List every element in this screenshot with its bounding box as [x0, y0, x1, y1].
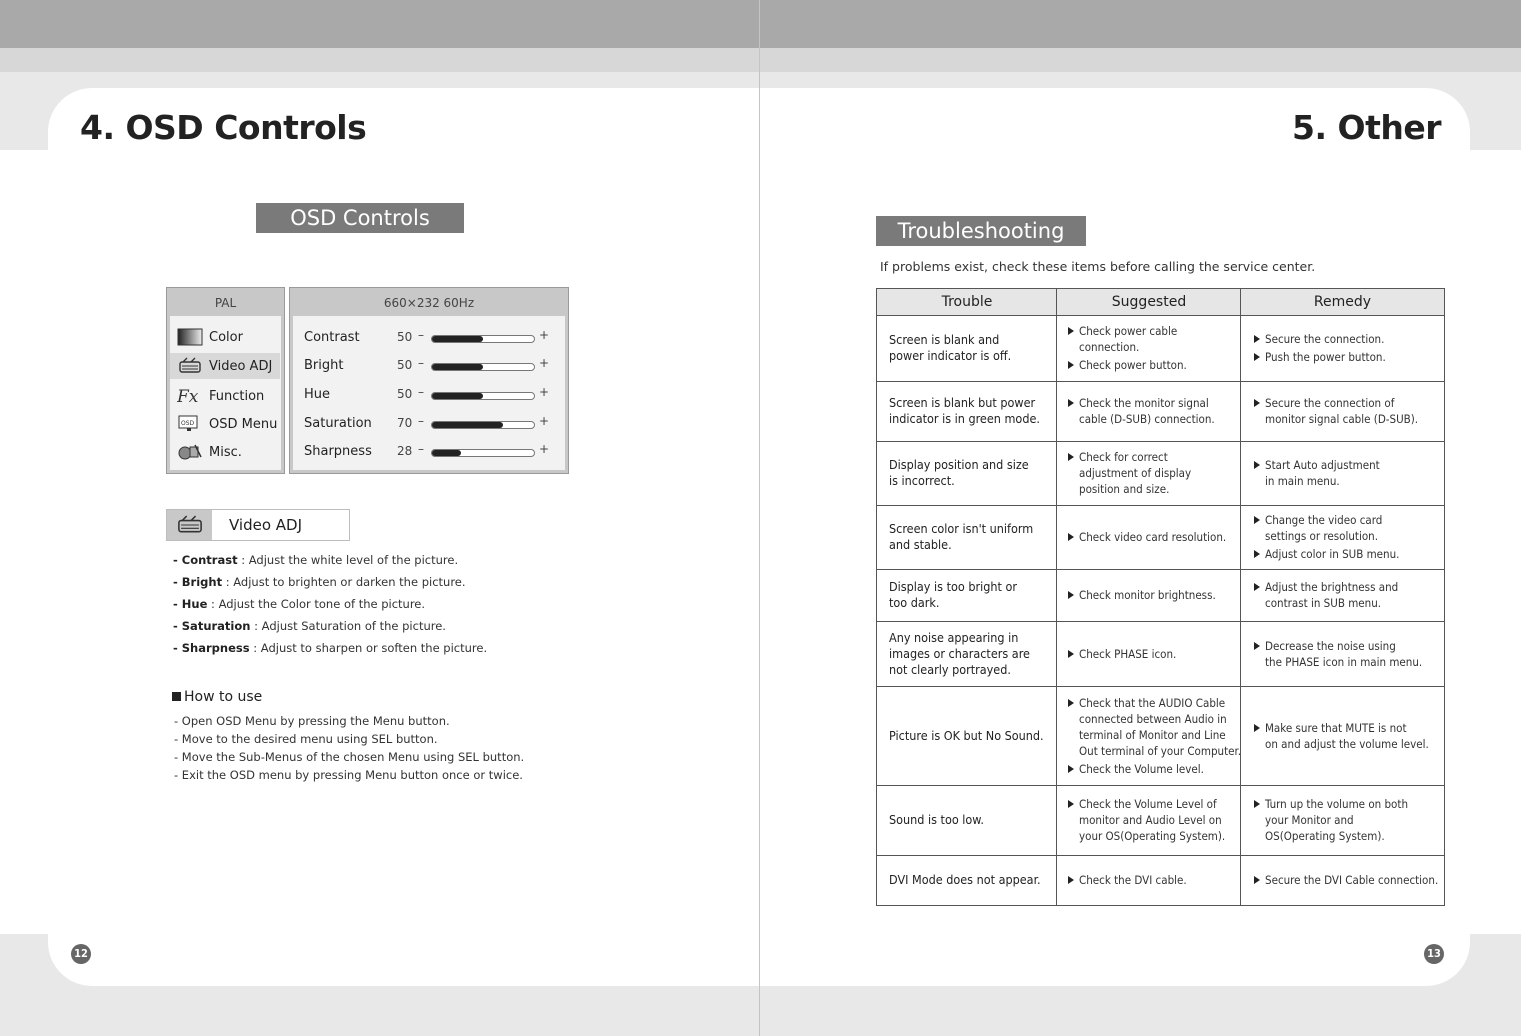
osd-setting-hue[interactable] — [304, 382, 554, 408]
misc-icon — [177, 443, 203, 461]
osd-menu-item-function[interactable] — [177, 383, 264, 409]
minus-sign: – — [418, 442, 424, 456]
setting-value: 50 — [397, 330, 413, 344]
page-number-left: 12 — [71, 944, 91, 964]
minus-sign: – — [418, 356, 424, 370]
desc-text: : Adjust Saturation of the picture. — [250, 619, 446, 633]
remedy-item: Push the power button. — [1254, 349, 1453, 365]
osd-menu-item-label: Misc. — [209, 444, 242, 460]
setting-slider[interactable] — [431, 363, 535, 371]
video-adj-icon — [175, 515, 205, 535]
suggested-item: Check video card resolution. — [1068, 529, 1254, 545]
setting-slider[interactable] — [431, 449, 535, 457]
osd-controls-banner: OSD Controls — [256, 203, 464, 233]
video-adj-title: Video ADJ — [229, 516, 303, 534]
page-number-right: 13 — [1424, 944, 1444, 964]
square-bullet-icon — [172, 692, 181, 701]
plus-sign: + — [539, 442, 550, 456]
setting-label: Bright — [304, 358, 344, 373]
setting-slider[interactable] — [431, 421, 535, 429]
remedy-item: Adjust the brightness and contrast in SUB menu. — [1254, 579, 1453, 611]
video-adj-header — [166, 509, 350, 541]
remedy-item: Start Auto adjustment in main menu. — [1254, 457, 1453, 489]
setting-label: Saturation — [304, 416, 372, 431]
video-adj-icon — [177, 357, 203, 375]
how-to-use-line: - Exit the OSD menu by pressing Menu button once or twice. — [174, 768, 523, 782]
slider-fill — [432, 364, 483, 370]
osd-menu-item-label: OSD Menu — [209, 416, 278, 432]
minus-sign: – — [418, 385, 424, 399]
color-icon — [177, 328, 203, 346]
osd-menu-item-color[interactable] — [177, 324, 243, 350]
osd-menu-item-label: Video ADJ — [209, 358, 273, 374]
table-header — [877, 289, 1444, 316]
desc-term: - Contrast — [173, 553, 238, 567]
how-to-use-label: How to use — [184, 689, 263, 705]
row-divider — [877, 621, 1444, 622]
plus-sign: + — [539, 328, 550, 342]
header-suggested: Suggested — [1111, 294, 1187, 310]
trouble-cell: Any noise appearing in images or characters are not clearly portrayed. — [889, 629, 1030, 677]
desc-term: - Sharpness — [173, 641, 250, 655]
slider-fill — [432, 422, 503, 428]
plus-sign: + — [539, 385, 550, 399]
minus-sign: – — [418, 414, 424, 428]
setting-value: 28 — [397, 444, 413, 458]
osd-setting-bright[interactable] — [304, 353, 554, 379]
header-remedy: Remedy — [1313, 294, 1372, 310]
slider-fill — [432, 336, 483, 342]
desc-text: : Adjust the Color tone of the picture. — [207, 597, 426, 611]
desc-contrast — [173, 553, 458, 567]
remedy-item: Decrease the noise using the PHASE icon in main menu. — [1254, 638, 1453, 670]
row-divider — [877, 855, 1444, 856]
slider-fill — [432, 450, 461, 456]
svg-text:Fx: Fx — [177, 387, 199, 405]
video-adj-icon-box — [167, 510, 212, 540]
remedy-item: Adjust color in SUB menu. — [1254, 546, 1453, 562]
trouble-cell: Display position and size is incorrect. — [889, 457, 1029, 488]
setting-value: 50 — [397, 358, 413, 372]
suggested-item: Check the Volume level. — [1068, 761, 1254, 777]
troubleshooting-banner: Troubleshooting — [876, 216, 1086, 246]
osd-setting-sharpness[interactable] — [304, 439, 554, 465]
how-to-use-line: - Move the Sub-Menus of the chosen Menu using SEL button. — [174, 750, 525, 764]
header-trouble: Trouble — [941, 294, 993, 310]
slider-fill — [432, 393, 483, 399]
setting-value: 70 — [397, 416, 413, 430]
header-band-light — [0, 48, 1521, 72]
remedy-item: Secure the connection. — [1254, 331, 1453, 347]
setting-label: Contrast — [304, 330, 360, 345]
troubleshooting-table — [876, 288, 1445, 906]
setting-label: Sharpness — [304, 444, 372, 459]
desc-saturation — [173, 619, 446, 633]
suggested-item: Check power cable connection. — [1068, 323, 1254, 355]
remedy-item: Secure the DVI Cable connection. — [1254, 872, 1453, 888]
setting-label: Hue — [304, 387, 331, 402]
page-spine — [759, 0, 760, 1036]
trouble-cell: DVI Mode does not appear. — [889, 872, 1041, 887]
row-divider — [877, 569, 1444, 570]
trouble-cell: Screen is blank but power indicator is in green mode. — [889, 395, 1040, 426]
remedy-item: Turn up the volume on both your Monitor and OS(Operating System). — [1254, 796, 1453, 844]
how-to-use-line: - Open OSD Menu by pressing the Menu button. — [174, 714, 450, 728]
row-divider — [877, 785, 1444, 786]
header-band — [0, 0, 1521, 48]
desc-text: : Adjust the white level of the picture. — [237, 553, 459, 567]
svg-text:OSD: OSD — [181, 420, 195, 427]
osd-mode-label: PAL — [214, 296, 237, 310]
setting-slider[interactable] — [431, 335, 535, 343]
desc-hue — [173, 597, 425, 611]
plus-sign: + — [539, 356, 550, 370]
troubleshooting-intro: If problems exist, check these items before calling the service center. — [880, 259, 1316, 274]
suggested-item: Check for correct adjustment of display position and size. — [1068, 449, 1254, 497]
desc-term: - Bright — [173, 575, 223, 589]
function-icon — [177, 387, 203, 405]
trouble-cell: Sound is too low. — [889, 812, 984, 827]
setting-slider[interactable] — [431, 392, 535, 400]
desc-sharpness — [173, 641, 487, 655]
osd-setting-contrast[interactable] — [304, 325, 554, 351]
suggested-item: Check monitor brightness. — [1068, 587, 1254, 603]
osd-menu-item-video-adj[interactable] — [170, 353, 280, 379]
desc-term: - Hue — [173, 597, 208, 611]
suggested-item: Check power button. — [1068, 357, 1254, 373]
desc-text: : Adjust to sharpen or soften the picture. — [249, 641, 488, 655]
trouble-cell: Screen color isn't uniform and stable. — [889, 521, 1034, 552]
osd-resolution-label: 660×232 60Hz — [383, 296, 475, 310]
minus-sign: – — [418, 328, 424, 342]
row-divider — [877, 381, 1444, 382]
osd-menu-item-misc[interactable] — [177, 439, 242, 465]
remedy-item: Make sure that MUTE is not on and adjust the volume level. — [1254, 720, 1453, 752]
osd-setting-saturation[interactable] — [304, 411, 554, 437]
trouble-cell: Picture is OK but No Sound. — [889, 727, 1044, 743]
desc-bright — [173, 575, 466, 589]
remedy-item: Secure the connection of monitor signal cable (D-SUB). — [1254, 395, 1453, 427]
trouble-cell: Screen is blank and power indicator is off. — [889, 332, 1012, 363]
suggested-item: Check the Volume Level of monitor and Audio Level on your OS(Operating System). — [1068, 796, 1254, 844]
setting-value: 50 — [397, 387, 413, 401]
desc-text: : Adjust to brighten or darken the picture. — [222, 575, 466, 589]
suggested-item: Check that the AUDIO Cable connected between Audio in terminal of Monitor and Line Out terminal of your Computer. — [1068, 695, 1254, 759]
row-divider — [877, 505, 1444, 506]
plus-sign: + — [539, 414, 550, 428]
suggested-item: Check PHASE icon. — [1068, 646, 1254, 662]
osd-menu-item-osd-menu[interactable] — [177, 411, 277, 437]
page-title-right: 5. Other — [1292, 108, 1441, 147]
page-title-left: 4. OSD Controls — [80, 108, 367, 147]
osd-menu-panel — [166, 287, 285, 474]
suggested-item: Check the monitor signal cable (D-SUB) connection. — [1068, 395, 1254, 427]
osd-settings-panel — [289, 287, 569, 474]
suggested-item: Check the DVI cable. — [1068, 872, 1254, 888]
desc-term: - Saturation — [173, 619, 251, 633]
trouble-cell: Display is too bright or too dark. — [889, 579, 1017, 610]
remedy-item: Change the video card settings or resolution. — [1254, 512, 1453, 544]
osd-menu-item-label: Color — [209, 329, 243, 345]
row-divider — [877, 686, 1444, 687]
how-to-use-line: - Move to the desired menu using SEL button. — [174, 732, 438, 746]
osd-menu-icon — [177, 415, 203, 433]
how-to-use-title — [172, 689, 262, 705]
row-divider — [877, 441, 1444, 442]
osd-menu-item-label: Function — [209, 388, 265, 404]
